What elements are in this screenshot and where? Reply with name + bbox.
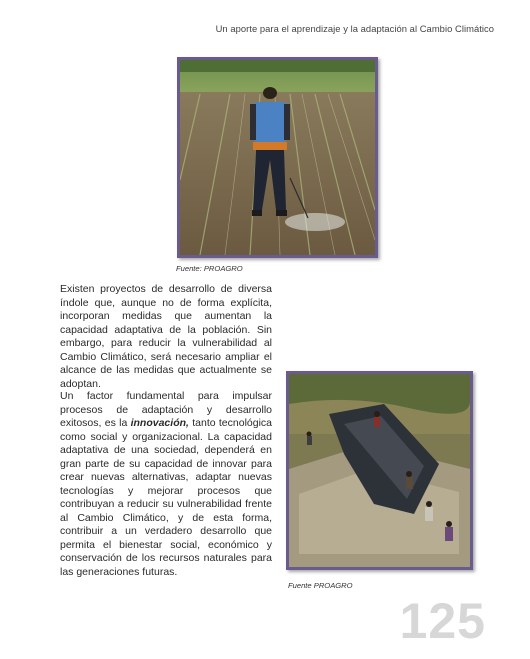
paragraph-text: [60, 390, 272, 579]
page-number: 125: [399, 593, 486, 649]
running-header: Un aporte para el aprendizaje y la adaptación al Cambio Climático: [215, 23, 494, 34]
paragraph-text-start: Un factor fundamental para impulsar procesos de adaptación y desarrollo exitosos, es la: [60, 390, 272, 429]
body-paragraph: [60, 283, 272, 391]
figure-caption: Fuente PROAGRO: [288, 581, 353, 590]
reservoir-construction-photo: [286, 371, 473, 570]
body-paragraph: [60, 390, 272, 579]
paragraph-text: Existen proyectos de desarrollo de diversa índole que, aunque no de forma explícita, incorporan medidas que aumentan la capacidad adaptativa de la población. Sin embargo, para reducir la vulnerabilidad al Cambio Climático, será necesario ampliar el alcance de las medidas que actualmente se adoptan.: [60, 283, 272, 390]
emphasized-term: innovación,: [130, 417, 189, 429]
farmer-spraying-photo: [177, 57, 378, 258]
paragraph-text-end: tanto tecnológica como social y organizacional. La capacidad adaptativa de una sociedad, dependerá en gran parte de su capacidad de innovar para crear nuevas alternativas, adaptar nuevas tecnologías y mejorar procesos que contribuyan a reducir su vulnerabilidad frente al Cambio Climático, y de esta forma, contribuir a un verdadero desarrollo que permita el bienestar social, económico y conservación de los recursos naturales para las generaciones futuras.: [60, 417, 273, 578]
figure-caption: Fuente: PROAGRO: [176, 264, 243, 273]
